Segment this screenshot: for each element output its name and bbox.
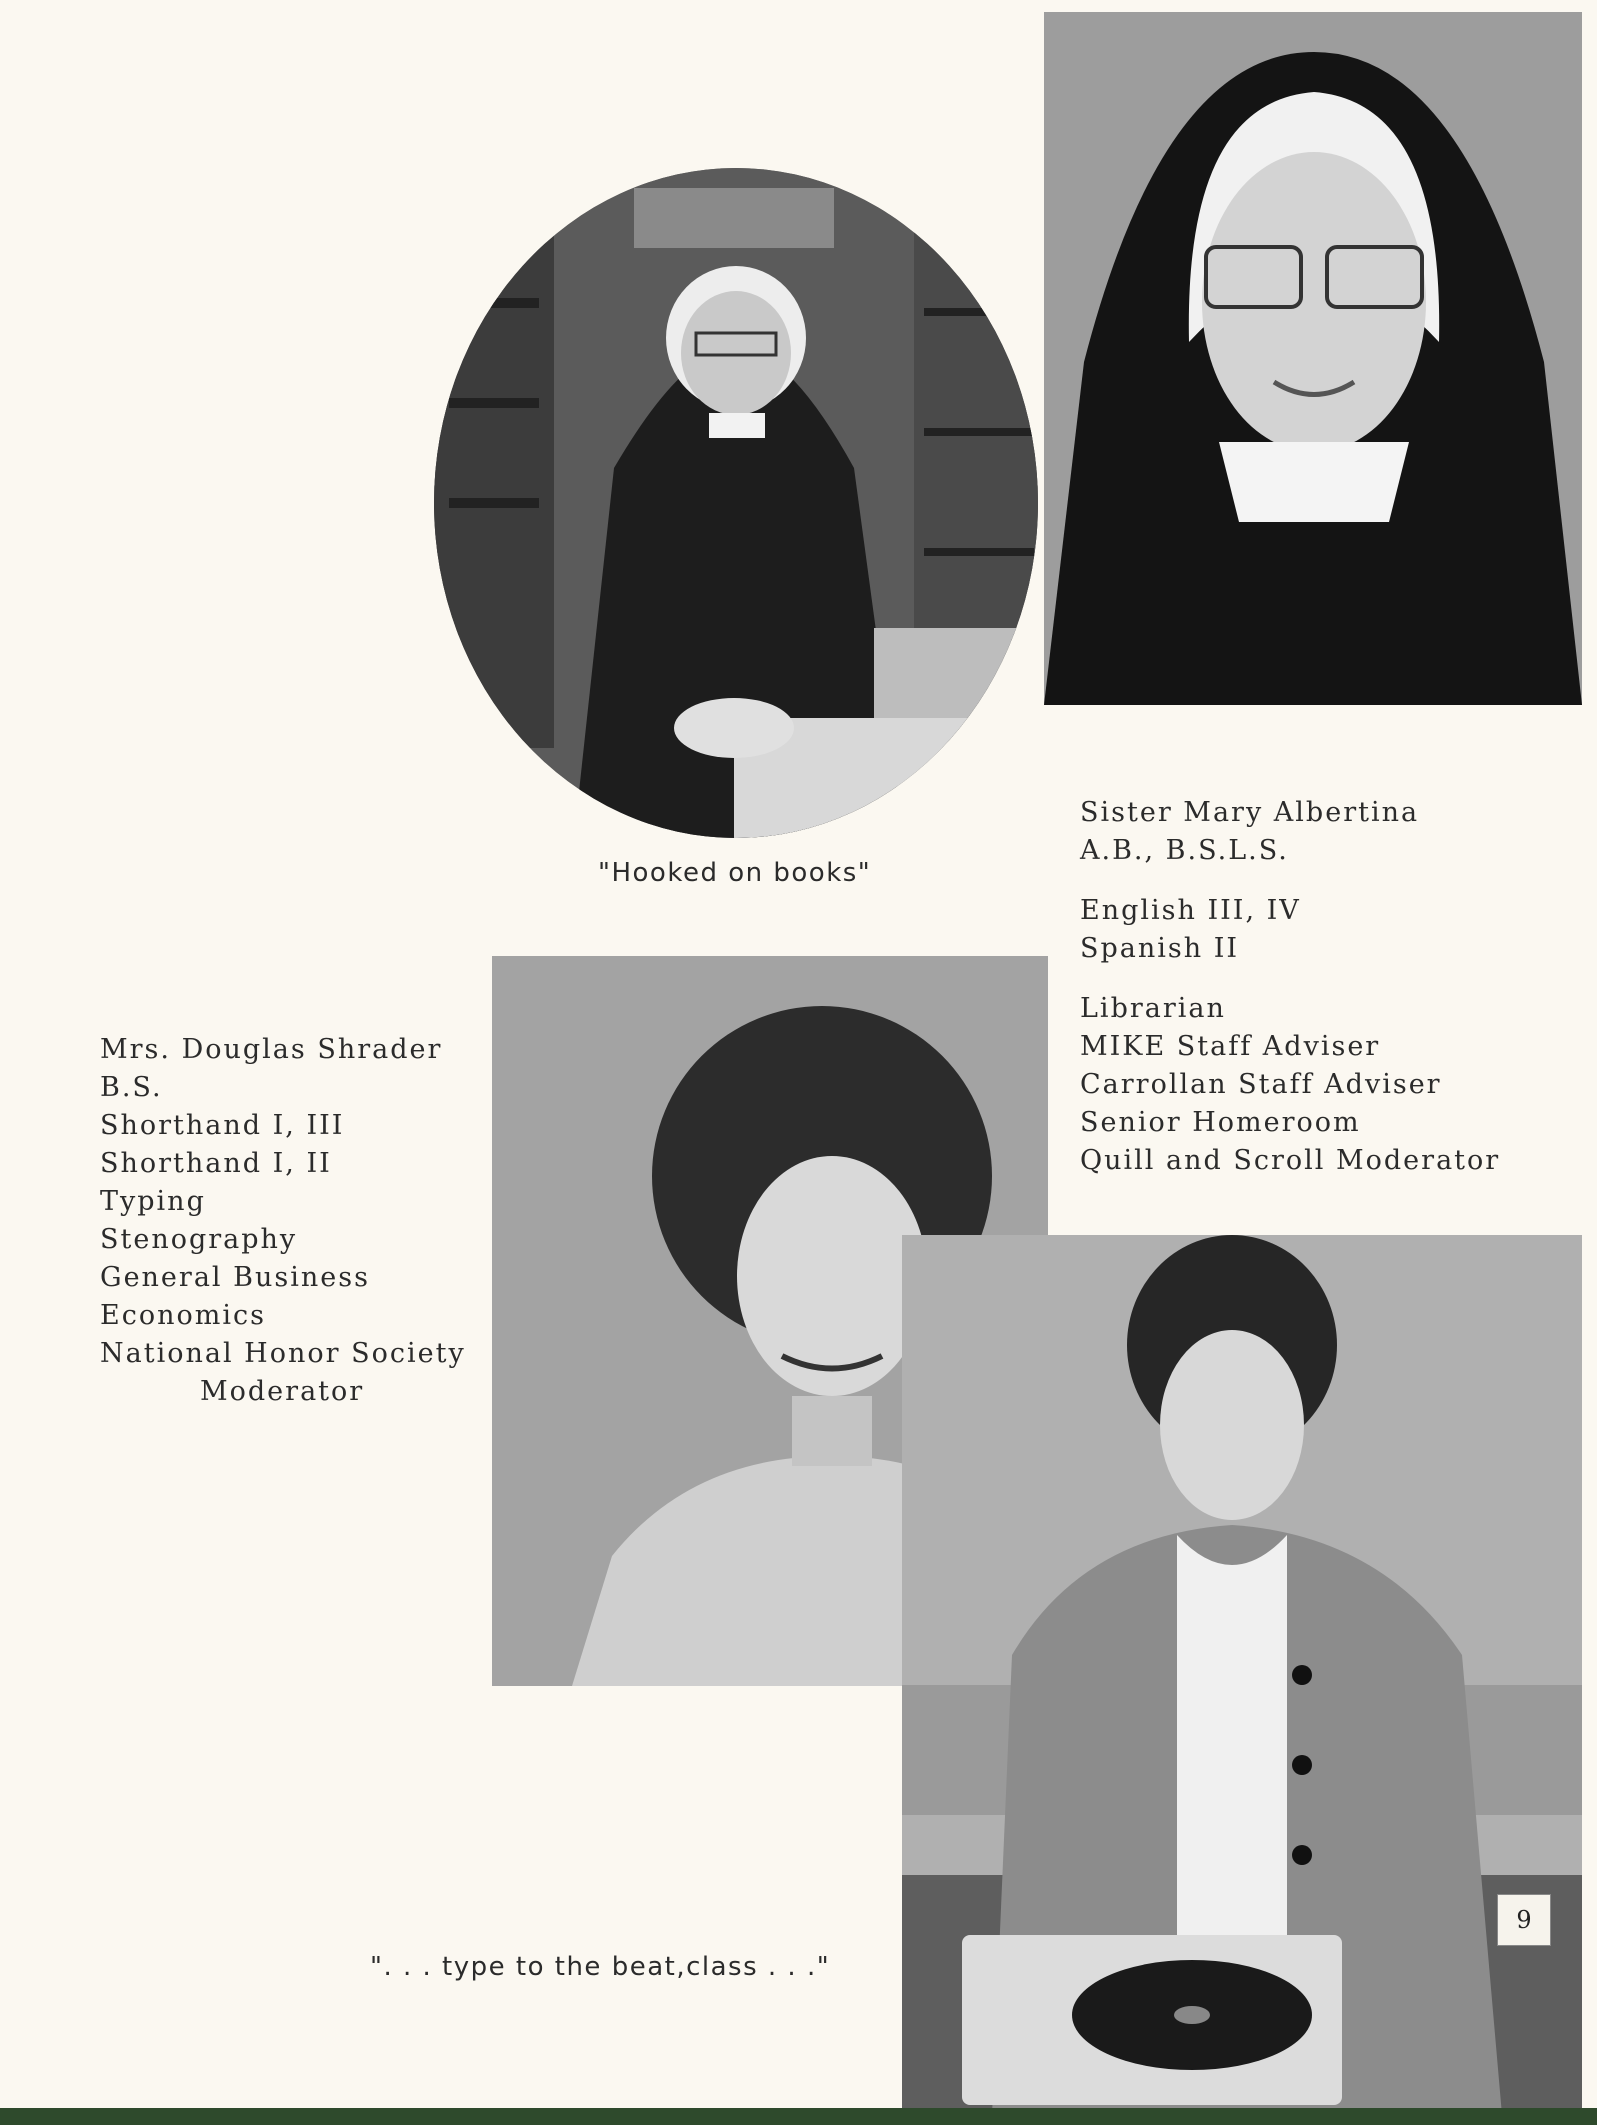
caption-hooked-on-books: "Hooked on books" [598, 858, 872, 888]
shrader-degrees: B.S. [100, 1072, 163, 1103]
albertina-name: Sister Mary Albertina [1080, 797, 1420, 828]
albertina-info [1080, 794, 1500, 1180]
shrader-subject-4: Stenography [100, 1224, 298, 1255]
photo-teacher-record-player [902, 1235, 1582, 2115]
bottom-border-band [0, 2108, 1597, 2125]
teacher-record-player-illustration [902, 1235, 1582, 2115]
shrader-subject-1: Shorthand I, III [100, 1110, 345, 1141]
nun-portrait-illustration [1044, 12, 1582, 705]
shrader-subject-3: Typing [100, 1186, 206, 1217]
photo-nun-at-desk [434, 168, 1038, 838]
shrader-subject-6: Economics [100, 1300, 266, 1331]
albertina-duty-2: MIKE Staff Adviser [1080, 1031, 1381, 1062]
shrader-info [100, 1031, 466, 1411]
albertina-duty-3: Carrollan Staff Adviser [1080, 1069, 1442, 1100]
page-number: 9 [1497, 1894, 1551, 1946]
albertina-duty-4: Senior Homeroom [1080, 1107, 1361, 1138]
shrader-subject-8: Moderator [200, 1376, 365, 1407]
albertina-duty-5: Quill and Scroll Moderator [1080, 1145, 1501, 1176]
shrader-subject-7: National Honor Society [100, 1338, 466, 1369]
albertina-degrees: A.B., B.S.L.S. [1080, 835, 1289, 866]
albertina-course-2: Spanish II [1080, 933, 1240, 964]
nun-at-desk-illustration [434, 168, 1038, 838]
albertina-course-1: English III, IV [1080, 895, 1301, 926]
shrader-subject-2: Shorthand I, II [100, 1148, 332, 1179]
shrader-subject-5: General Business [100, 1262, 370, 1293]
caption-type-to-the-beat: ". . . type to the beat,class . . ." [370, 1952, 831, 1982]
photo-nun-portrait [1044, 12, 1582, 705]
shrader-name: Mrs. Douglas Shrader [100, 1034, 443, 1065]
albertina-duty-1: Librarian [1080, 993, 1226, 1024]
